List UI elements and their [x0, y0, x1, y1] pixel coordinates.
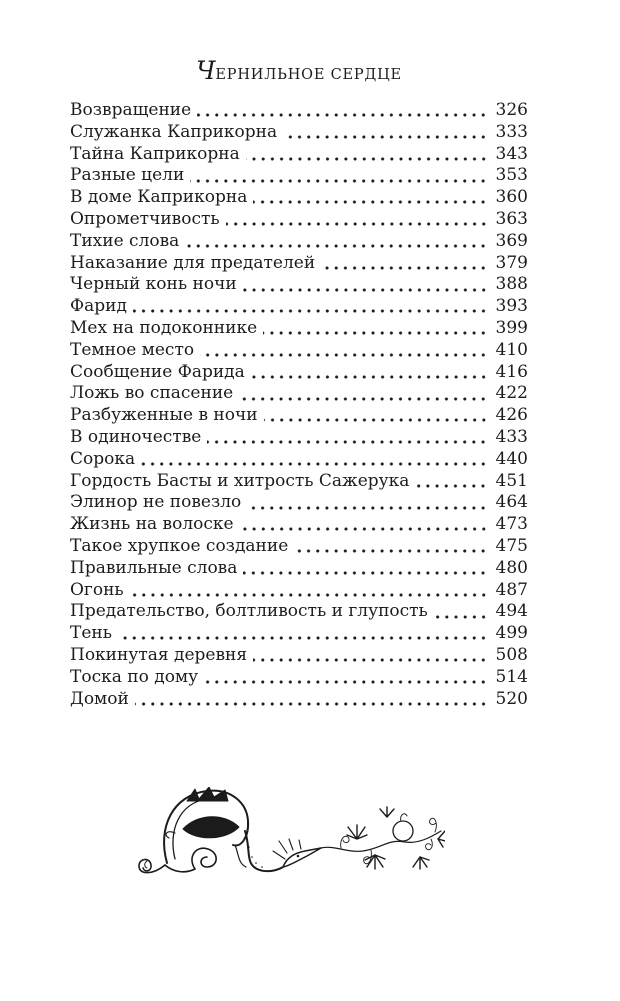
toc-dot-leader — [226, 209, 489, 231]
toc-entry-title: Сообщение Фарида — [70, 361, 245, 382]
toc-entry-page: 508 — [495, 644, 528, 665]
toc-entry-title: Такое хрупкое создание — [70, 535, 289, 556]
toc-dot-leader — [283, 122, 489, 144]
toc-entry[interactable] — [70, 231, 528, 253]
toc-entry-page: 451 — [495, 470, 528, 491]
table-of-contents — [70, 100, 528, 710]
toc-entry-title: Мех на подоконнике — [70, 317, 258, 338]
toc-entry-page: 433 — [495, 426, 528, 447]
toc-dot-leader — [263, 318, 489, 340]
toc-entry[interactable] — [70, 405, 528, 427]
toc-dot-leader — [118, 623, 489, 645]
toc-entry-title: Тень — [70, 623, 112, 644]
toc-entry-page: 480 — [495, 557, 528, 578]
toc-dot-leader — [253, 645, 489, 667]
toc-entry[interactable] — [70, 296, 528, 318]
toc-entry-title: Элинор не повезло — [70, 492, 242, 513]
toc-entry[interactable] — [70, 536, 528, 558]
toc-entry[interactable] — [70, 318, 528, 340]
toc-dot-leader — [251, 362, 489, 384]
toc-dot-leader — [434, 601, 489, 623]
toc-entry-page: 487 — [495, 579, 528, 600]
toc-dot-leader — [247, 492, 489, 514]
toc-entry[interactable] — [70, 449, 528, 471]
toc-entry-page: 388 — [495, 274, 528, 295]
toc-dot-leader — [239, 383, 489, 405]
toc-dot-leader — [204, 667, 489, 689]
toc-entry[interactable] — [70, 340, 528, 362]
toc-entry-title: Предательство, болтливость и глупость — [70, 601, 428, 622]
toc-entry-title: Тоска по дому — [70, 666, 199, 687]
toc-entry-title: Разбуженные в ночи — [70, 405, 258, 426]
toc-entry-title: Наказание для предателей — [70, 252, 316, 273]
toc-entry-title: Тихие слова — [70, 230, 180, 251]
toc-entry-page: 360 — [495, 187, 528, 208]
header-initial-letter: Ч — [196, 56, 216, 85]
toc-dot-leader — [240, 514, 489, 536]
toc-entry-title: Тайна Каприкорна — [70, 143, 240, 164]
toc-entry-page: 416 — [495, 361, 528, 382]
toc-entry[interactable] — [70, 144, 528, 166]
toc-dot-leader — [130, 580, 489, 602]
toc-entry[interactable] — [70, 558, 528, 580]
header-title-text: ЕРНИЛЬНОЕ СЕРДЦЕ — [215, 67, 402, 83]
toc-dot-leader — [200, 340, 489, 362]
toc-dot-leader — [243, 558, 489, 580]
toc-entry[interactable] — [70, 601, 528, 623]
toc-entry-title: Черный конь ночи — [70, 274, 237, 295]
toc-entry-page: 422 — [495, 383, 528, 404]
toc-entry-title: Покинутая деревня — [70, 644, 248, 665]
toc-entry-title: Опрометчивость — [70, 208, 220, 229]
toc-entry-page: 333 — [495, 121, 528, 142]
dragon-vine-illustration — [135, 787, 445, 887]
toc-dot-leader — [264, 405, 489, 427]
toc-entry-title: Возвращение — [70, 100, 192, 120]
toc-entry-title: Сорока — [70, 448, 136, 469]
toc-entry-page: 499 — [495, 623, 528, 644]
toc-entry-page: 440 — [495, 448, 528, 469]
toc-dot-leader — [321, 253, 489, 275]
toc-entry[interactable] — [70, 689, 528, 711]
toc-entry-title: В доме Каприкорна — [70, 187, 248, 208]
toc-entry[interactable] — [70, 362, 528, 384]
toc-entry-page: 379 — [495, 252, 528, 273]
toc-entry[interactable] — [70, 100, 528, 122]
toc-entry-title: Ложь во спасение — [70, 383, 234, 404]
toc-entry-page: 410 — [495, 339, 528, 360]
toc-entry[interactable] — [70, 580, 528, 602]
toc-dot-leader — [243, 274, 489, 296]
toc-entry-page: 494 — [495, 601, 528, 622]
toc-entry-page: 369 — [495, 230, 528, 251]
toc-entry-page: 464 — [495, 492, 528, 513]
toc-entry[interactable] — [70, 122, 528, 144]
toc-entry[interactable] — [70, 667, 528, 689]
toc-entry-page: 326 — [495, 100, 528, 120]
toc-entry[interactable] — [70, 209, 528, 231]
toc-dot-leader — [294, 536, 489, 558]
toc-entry-page: 514 — [495, 666, 528, 687]
toc-entry-page: 426 — [495, 405, 528, 426]
toc-entry[interactable] — [70, 274, 528, 296]
toc-entry-page: 473 — [495, 514, 528, 535]
toc-dot-leader — [133, 296, 489, 318]
toc-dot-leader — [253, 187, 489, 209]
toc-entry-page: 475 — [495, 535, 528, 556]
toc-entry[interactable] — [70, 253, 528, 275]
toc-entry[interactable] — [70, 623, 528, 645]
toc-entry-title: В одиночестве — [70, 426, 202, 447]
toc-dot-leader — [135, 689, 489, 711]
toc-entry-title: Фарид — [70, 296, 127, 317]
toc-entry-page: 353 — [495, 165, 528, 186]
toc-dot-leader — [185, 231, 489, 253]
toc-dot-leader — [246, 144, 489, 166]
running-header — [70, 56, 528, 90]
toc-entry-title: Огонь — [70, 579, 124, 600]
toc-entry-page: 393 — [495, 296, 528, 317]
toc-entry-title: Темное место — [70, 339, 195, 360]
toc-entry-title: Жизнь на волоске — [70, 514, 234, 535]
toc-entry-title: Домой — [70, 688, 129, 709]
toc-entry-page: 520 — [495, 688, 528, 709]
toc-entry-page: 343 — [495, 143, 528, 164]
toc-dot-leader — [190, 165, 489, 187]
toc-entry[interactable] — [70, 427, 528, 449]
toc-entry[interactable] — [70, 383, 528, 405]
toc-entry-title: Разные цели — [70, 165, 185, 186]
toc-dot-leader — [141, 449, 489, 471]
toc-entry[interactable] — [70, 187, 528, 209]
toc-entry[interactable] — [70, 165, 528, 187]
toc-entry-title: Гордость Басты и хитрость Сажерука — [70, 470, 410, 491]
toc-entry-title: Служанка Каприкорна — [70, 121, 278, 142]
toc-entry[interactable] — [70, 471, 528, 493]
toc-entry[interactable] — [70, 645, 528, 667]
toc-entry-page: 399 — [495, 317, 528, 338]
toc-dot-leader — [197, 100, 489, 122]
toc-entry[interactable] — [70, 492, 528, 514]
toc-entry-title: Правильные слова — [70, 557, 238, 578]
toc-dot-leader — [415, 471, 489, 493]
toc-entry-page: 363 — [495, 208, 528, 229]
toc-dot-leader — [207, 427, 489, 449]
toc-entry[interactable] — [70, 514, 528, 536]
